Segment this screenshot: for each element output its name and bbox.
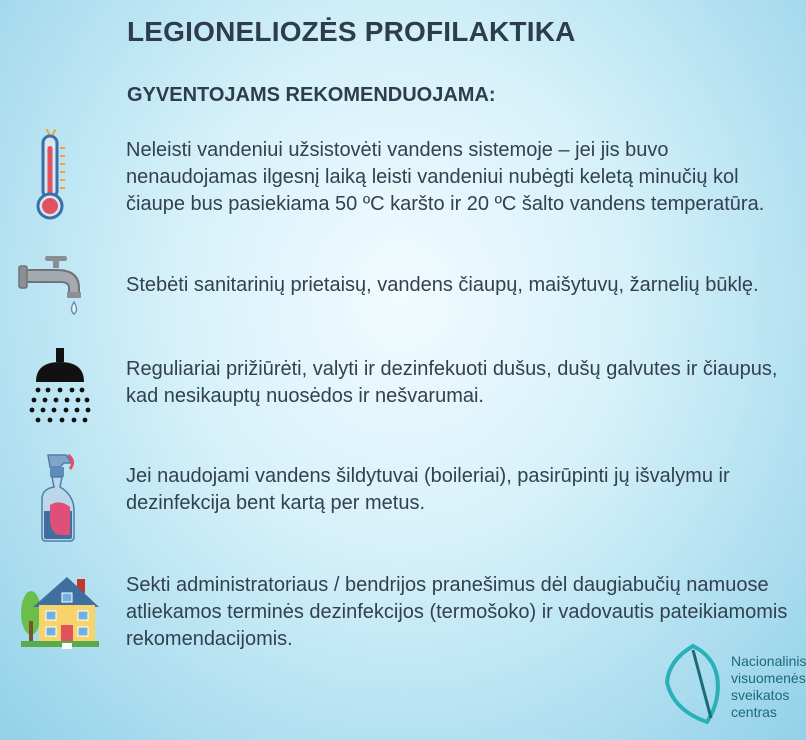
nvsc-logo-icon (663, 640, 725, 726)
item-text-3: Reguliariai prižiūrėti, valyti ir dezinfekuoti dušus, dušų galvutes ir čiaupus, kad nesikauptų nuosėdos ir nešvarumai. (126, 358, 778, 407)
item-text-2: Stebėti sanitarinių prietaisų, vandens čiaupų, maišytuvų, žarnelių būklę. (126, 274, 759, 296)
spray-bottle-icon (40, 453, 80, 543)
faucet-icon (17, 254, 87, 318)
page-title: LEGIONELIOZĖS PROFILAKTIKA (127, 16, 576, 47)
logo-text: Nacionalinis visuomenės sveikatos centras (731, 653, 806, 720)
item-text-5: Sekti administratoriaus / bendrijos pranešimus dėl daugiabučių namuose atliekamos terminės dezinfekcijos (termošoko) ir vadovautis pateikiamomis rekomendacijomis. (126, 574, 788, 650)
thermometer-icon (33, 130, 69, 222)
house-icon (19, 573, 101, 649)
shower-icon (28, 348, 92, 424)
page-subtitle: GYVENTOJAMS REKOMENDUOJAMA: (127, 84, 496, 106)
item-text-1: Neleisti vandeniui užsistovėti vandens sistemoje – jei jis buvo nenaudojamas ilgesnį laiką leisti vandeniui nubėgti keletą minučių kol čiaupe bus pasiekiama 50 ºC karšto ir 20 ºC šalto vandens temperatūra. (126, 139, 765, 215)
item-text-4: Jei naudojami vandens šildytuvai (boileriai), pasirūpinti jų išvalymu ir dezinfekcija bent kartą per metus. (126, 465, 730, 514)
